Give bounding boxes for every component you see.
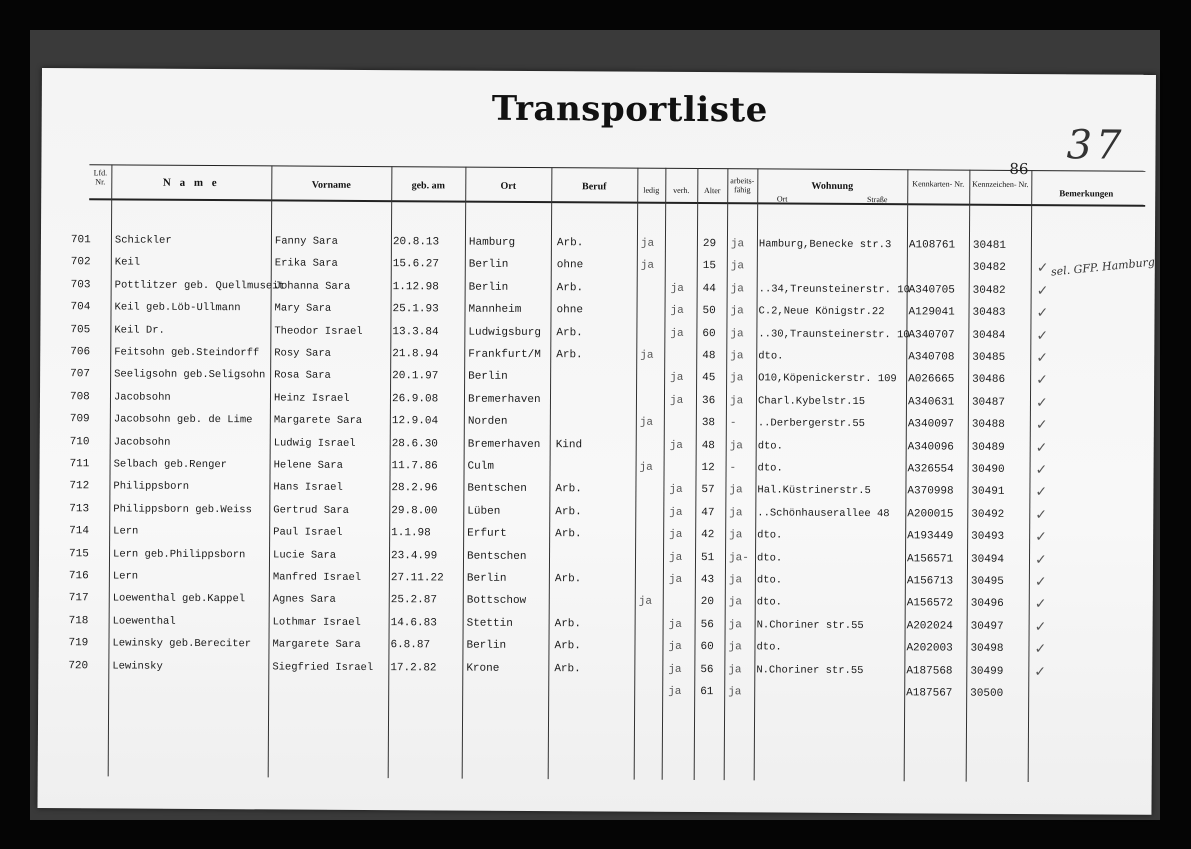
col-header-wohnung-strasse: Straße [866, 195, 888, 205]
row-able-to-work: ja [728, 641, 742, 654]
row-vorname: Lucie Sara [272, 549, 337, 562]
row-married: ja [668, 551, 683, 564]
row-birthplace: Berlin [468, 370, 508, 384]
row-birthplace: Bremerhaven [467, 438, 541, 451]
row-age: 60 [702, 327, 716, 340]
row-mark-number: 30482 [972, 284, 1006, 297]
row-age: 57 [701, 484, 715, 497]
row-mark-number: 30488 [971, 418, 1005, 432]
row-able-to-work: - [729, 417, 737, 430]
row-number: 705 [70, 323, 91, 336]
row-married: ja [668, 663, 682, 676]
row-mark-number: 30500 [970, 687, 1004, 700]
row-number: 712 [69, 480, 90, 493]
row-name: Lern geb.Philippsborn [112, 548, 246, 561]
row-mark-number: 30490 [971, 463, 1005, 476]
row-married: ja [669, 506, 683, 519]
row-mark-number: 30486 [972, 374, 1006, 387]
row-birthdate: 29.8.00 [391, 504, 438, 518]
checkmark-icon: ✓ [1034, 641, 1047, 658]
row-name: Keil Dr. [114, 324, 165, 337]
row-single: ja [640, 237, 655, 250]
row-able-to-work: ja [728, 574, 743, 587]
row-number: 710 [69, 435, 90, 448]
row-id-card-number: A340631 [907, 396, 955, 409]
row-vorname: Mary Sara [274, 302, 332, 315]
row-birthdate: 1.1.98 [391, 527, 431, 540]
col-header-kennzeichen: Kennzeichen- Nr. [972, 179, 1029, 190]
row-birthplace: Culm [467, 460, 495, 473]
row-able-to-work: ja [728, 663, 742, 676]
row-vorname: Manfred Israel [272, 571, 362, 584]
row-able-to-work: ja [728, 686, 742, 699]
row-occupation: Arb. [555, 528, 582, 541]
row-mark-number: 30484 [972, 329, 1006, 342]
row-residence: ..30,Traunsteinerstr. 10 [758, 327, 910, 341]
col-header-wohnung-ort: Ort [776, 194, 788, 204]
header-top-rule [89, 164, 1145, 171]
row-vorname: Agnes Sara [272, 593, 336, 607]
row-number: 711 [69, 458, 90, 471]
row-able-to-work: ja [729, 529, 743, 542]
row-able-to-work: ja [728, 596, 742, 609]
row-number: 703 [70, 278, 91, 292]
row-vorname: Rosy Sara [274, 347, 332, 360]
row-married: ja [669, 529, 683, 542]
col-header-arbeitsfaehig: arbeits- fähig [730, 176, 755, 195]
row-age: 43 [700, 574, 715, 587]
checkmark-icon: ✓ [1035, 394, 1048, 411]
row-mark-number: 30487 [971, 396, 1006, 409]
row-age: 48 [702, 350, 716, 363]
row-occupation: Arb. [556, 349, 583, 362]
row-occupation: Arb. [556, 237, 584, 250]
row-single: ja [640, 349, 654, 362]
row-birthdate: 28.2.96 [391, 482, 438, 495]
row-name: Philippsborn geb.Weiss [113, 503, 252, 517]
checkmark-icon: ✓ [1035, 439, 1048, 456]
row-age: 38 [701, 417, 716, 430]
row-name: Schickler [114, 234, 172, 247]
row-birthdate: 21.8.94 [392, 348, 439, 361]
row-birthplace: Bottschow [466, 594, 527, 608]
row-married: ja [668, 573, 683, 586]
row-name: Lewinsky geb.Bereciter [112, 637, 252, 651]
handwritten-page-number: 37 [1066, 122, 1126, 169]
col-rule [694, 168, 699, 780]
row-vorname: Heinz Israel [273, 392, 350, 405]
header-bottom-rule [89, 198, 1145, 206]
row-married: ja [668, 618, 682, 631]
checkmark-icon: ✓ [1034, 574, 1047, 591]
row-number: 706 [70, 346, 91, 359]
row-single: ja [639, 416, 654, 429]
row-birthplace: Berlin [468, 259, 509, 272]
row-mark-number: 30482 [972, 262, 1006, 275]
row-birthdate: 23.4.99 [390, 549, 438, 563]
row-birthplace: Erfurt [467, 527, 507, 541]
row-name: Philippsborn [113, 480, 190, 494]
row-residence: O10,Köpenickerstr. 109 [758, 372, 897, 386]
checkmark-icon: ✓ [1036, 327, 1049, 344]
row-birthplace: Stettin [466, 617, 513, 630]
row-vorname: Paul Israel [273, 526, 343, 540]
row-id-card-number: A187568 [906, 664, 953, 678]
row-vorname: Margarete Sara [273, 414, 363, 428]
row-id-card-number: A200015 [907, 508, 954, 521]
col-header-wohnung: Wohnung [811, 180, 854, 192]
row-able-to-work: - [729, 462, 737, 475]
row-age: 56 [700, 663, 714, 676]
row-number: 701 [70, 234, 91, 247]
row-residence: C.2,Neue Königstr.22 [758, 305, 885, 319]
row-vorname: Margarete Sara [272, 638, 361, 652]
row-number: 720 [68, 659, 89, 672]
row-mark-number: 30493 [971, 530, 1005, 544]
col-rule [108, 164, 113, 776]
row-residence: dto. [757, 439, 783, 453]
col-header-ledig: ledig [643, 185, 660, 195]
checkmark-icon: ✓ [1036, 305, 1049, 322]
row-birthplace: Frankfurt/M [468, 348, 541, 362]
row-residence: dto. [758, 350, 784, 363]
row-occupation: Arb. [556, 281, 584, 295]
row-vorname: Siegfried Israel [272, 661, 374, 674]
row-vorname: Erika Sara [274, 257, 338, 271]
row-mark-number: 30481 [972, 239, 1006, 252]
row-number: 709 [69, 413, 90, 426]
row-name: Pottlitzer geb. Quellmuseit [114, 279, 285, 293]
checkmark-icon: ✓ [1035, 506, 1048, 523]
col-header-name: N a m e [162, 176, 220, 190]
row-birthplace: Bentschen [467, 482, 527, 496]
col-header-verh: verh. [673, 185, 690, 195]
row-married: ja [669, 394, 684, 407]
row-married: ja [670, 372, 684, 385]
row-birthdate: 14.6.83 [390, 616, 437, 630]
row-occupation: Kind [555, 438, 583, 451]
row-able-to-work: ja [728, 619, 742, 632]
row-residence: ..Derbergerstr.55 [757, 417, 866, 431]
row-mark-number: 30494 [970, 553, 1005, 566]
row-able-to-work: ja [729, 395, 744, 408]
row-mark-number: 30491 [971, 486, 1005, 499]
row-birthdate: 26.9.08 [391, 392, 439, 406]
row-name: Lern [113, 525, 139, 538]
row-residence: Charl.Kybelstr.15 [757, 395, 866, 408]
row-birthdate: 25.1.93 [392, 303, 439, 316]
row-vorname: Lothmar Israel [272, 616, 361, 629]
row-birthdate: 27.11.22 [390, 572, 444, 585]
row-age: 45 [702, 372, 716, 385]
row-mark-number: 30489 [971, 441, 1005, 454]
row-mark-number: 30498 [970, 642, 1004, 656]
row-residence: dto. [757, 462, 783, 475]
row-residence: N.Choriner str.55 [756, 619, 864, 632]
row-age: 12 [701, 462, 715, 475]
row-name: Selbach geb.Renger [113, 458, 228, 472]
row-birthdate: 15.6.27 [392, 258, 440, 271]
row-id-card-number: A340707 [908, 328, 955, 342]
row-able-to-work: ja [730, 372, 744, 385]
row-number: 714 [69, 525, 90, 538]
col-rule [548, 167, 553, 779]
checkmark-icon: ✓ [1034, 618, 1047, 635]
col-header-geb: geb. am [411, 180, 445, 192]
margin-handwritten-note: sel. GFP. Hamburg [1050, 255, 1156, 279]
row-id-card-number: A326554 [907, 463, 954, 476]
row-residence: dto. [756, 551, 783, 565]
row-name: Jacobsohn [113, 391, 171, 404]
row-number: 713 [69, 502, 90, 516]
row-vorname: Theodor Israel [274, 325, 363, 338]
row-married: ja [670, 282, 684, 295]
row-vorname: Helene Sara [273, 459, 343, 472]
row-residence: N.Choriner str.55 [756, 663, 864, 677]
row-id-card-number: A156713 [906, 575, 954, 588]
col-rule [268, 165, 273, 777]
row-age: 20 [700, 596, 714, 609]
row-mark-number: 30495 [970, 575, 1004, 588]
row-name: Lewinsky [112, 660, 163, 673]
row-name: Keil geb.Löb-Ullmann [114, 301, 241, 315]
row-married: ja [669, 439, 683, 452]
col-header-beruf: Beruf [582, 181, 607, 193]
row-name: Keil [114, 256, 141, 269]
checkmark-icon: ✓ [1036, 372, 1048, 389]
row-able-to-work: ja [730, 238, 745, 251]
row-vorname: Rosa Sara [274, 369, 331, 383]
checkmark-icon: ✓ [1035, 417, 1048, 434]
row-birthplace: Ludwigsburg [468, 326, 542, 339]
row-married: ja [670, 305, 684, 318]
checkmark-icon: ✓ [1036, 260, 1049, 277]
row-name: Lern [112, 570, 139, 583]
row-id-card-number: A026665 [908, 373, 955, 386]
row-id-card-number: A340097 [907, 418, 955, 431]
row-married: ja [668, 685, 682, 698]
row-residence: ..Schönhauserallee 48 [757, 507, 890, 520]
row-id-card-number: A108761 [908, 239, 956, 252]
row-birthplace: Hamburg [468, 236, 516, 249]
row-age: 42 [701, 529, 715, 542]
col-rule [634, 168, 639, 780]
row-birthdate: 17.2.82 [390, 661, 437, 675]
col-header-alter: Alter [704, 186, 721, 196]
row-vorname: Ludwig Israel [273, 437, 356, 450]
row-id-card-number: A202024 [906, 620, 953, 633]
row-birthplace: Norden [467, 415, 508, 429]
row-age: 51 [700, 551, 715, 564]
row-birthplace: Bentschen [466, 550, 527, 563]
row-number: 707 [70, 368, 90, 381]
row-age: 36 [701, 394, 716, 407]
row-id-card-number: A156572 [906, 597, 953, 610]
row-residence: dto. [757, 529, 783, 542]
row-number: 704 [70, 301, 91, 314]
row-id-card-number: A340705 [908, 284, 955, 297]
row-number: 708 [69, 390, 90, 404]
row-id-card-number: A370998 [907, 485, 954, 498]
col-header-vorname: Vorname [311, 179, 351, 191]
col-rule [662, 168, 667, 780]
row-occupation: Arb. [554, 640, 581, 653]
row-occupation: ohne [556, 304, 583, 317]
row-birthdate: 28.6.30 [391, 437, 438, 451]
row-birthdate: 25.2.87 [390, 594, 438, 607]
checkmark-icon: ✓ [1035, 462, 1048, 479]
row-mark-number: 30497 [970, 620, 1004, 633]
col-header-ort: Ort [500, 180, 517, 192]
row-name: Loewenthal [112, 615, 176, 628]
checkmark-icon: ✓ [1034, 663, 1047, 680]
page-number: 86 [1009, 159, 1029, 179]
col-header-kennkarten: Kennkarten- Nr. [912, 179, 965, 189]
row-residence: dto. [756, 641, 782, 654]
row-vorname: Hans Israel [273, 481, 343, 495]
row-mark-number: 30492 [971, 508, 1005, 521]
row-residence: Hamburg,Benecke str.3 [758, 238, 892, 252]
row-mark-number: 30496 [970, 598, 1004, 611]
row-able-to-work: ja [729, 484, 743, 497]
row-age: 15 [702, 260, 717, 273]
row-number: 716 [68, 570, 89, 583]
transport-list-sheet [37, 68, 1155, 815]
row-number: 718 [68, 614, 89, 628]
row-birthplace: Mannheim [468, 303, 522, 317]
row-residence: dto. [756, 574, 783, 587]
row-age: 56 [700, 618, 714, 631]
row-name: Loewenthal geb.Kappel [112, 592, 246, 606]
row-id-card-number: A202003 [906, 642, 953, 655]
checkmark-icon: ✓ [1034, 551, 1047, 568]
row-age: 44 [702, 282, 716, 295]
col-header-lfd: Lfd. Nr. [93, 168, 108, 187]
row-mark-number: 30483 [972, 306, 1006, 320]
col-rule [1028, 170, 1033, 782]
row-age: 48 [701, 439, 715, 452]
row-age: 29 [702, 238, 717, 251]
row-age: 50 [702, 305, 716, 318]
row-birthdate: 6.8.87 [390, 639, 431, 652]
row-married: ja [668, 641, 682, 654]
row-married: ja [669, 484, 683, 497]
row-residence: Hal.Küstrinerstr.5 [757, 484, 871, 498]
row-birthplace: Lüben [467, 505, 501, 518]
row-able-to-work: ja [730, 283, 744, 296]
row-occupation: Arb. [554, 573, 582, 586]
row-birthplace: Bremerhaven [467, 393, 541, 406]
checkmark-icon: ✓ [1035, 529, 1047, 546]
row-birthdate: 20.1.97 [392, 370, 439, 383]
row-mark-number: 30499 [970, 665, 1004, 678]
row-occupation: Arb. [556, 326, 583, 339]
row-name: Jacobsohn geb. de Lime [113, 413, 253, 427]
row-name: Seeligsohn geb.Seligsohn [114, 368, 266, 382]
row-able-to-work: ja- [728, 551, 749, 564]
row-birthdate: 13.3.84 [392, 325, 439, 339]
row-name: Feitsohn geb.Steindorff [114, 346, 260, 360]
row-age: 47 [701, 506, 715, 519]
col-rule [462, 167, 467, 779]
row-able-to-work: ja [730, 260, 745, 273]
row-number: 702 [70, 256, 91, 269]
row-married: ja [670, 327, 684, 340]
row-number: 719 [68, 637, 89, 650]
col-header-bemerkungen: Bemerkungen [1059, 188, 1114, 199]
row-vorname: Johanna Sara [274, 280, 351, 293]
row-age: 60 [700, 641, 714, 654]
row-birthdate: 12.9.04 [391, 415, 439, 428]
checkmark-icon: ✓ [1036, 350, 1049, 367]
row-residence: ..34,Treunsteinerstr. 10 [758, 283, 910, 297]
row-birthplace: Berlin [466, 572, 507, 585]
row-id-card-number: A340096 [907, 440, 954, 454]
row-birthplace: Berlin [468, 281, 509, 294]
row-able-to-work: ja [729, 507, 743, 520]
row-residence: dto. [756, 596, 783, 609]
row-occupation: Arb. [555, 505, 582, 519]
checkmark-icon: ✓ [1035, 484, 1048, 501]
document-title: Transportliste [491, 88, 768, 131]
row-id-card-number: A193449 [907, 530, 954, 543]
row-id-card-number: A340708 [908, 351, 955, 364]
row-id-card-number: A156571 [906, 552, 954, 566]
row-id-card-number: A187567 [906, 687, 953, 700]
row-single: ja [638, 596, 652, 609]
row-age: 61 [700, 686, 714, 699]
row-birthdate: 20.8.13 [392, 236, 440, 249]
row-able-to-work: ja [729, 439, 743, 452]
row-birthdate: 11.7.86 [391, 460, 438, 473]
row-able-to-work: ja [730, 305, 744, 318]
row-vorname: Fanny Sara [274, 235, 338, 248]
row-birthdate: 1.12.98 [392, 280, 439, 294]
checkmark-icon: ✓ [1034, 596, 1047, 613]
row-birthplace: Krone [466, 662, 500, 675]
row-occupation: ohne [556, 259, 584, 272]
row-mark-number: 30485 [972, 351, 1006, 364]
row-occupation: Arb. [554, 662, 581, 675]
row-number: 715 [68, 547, 89, 560]
row-occupation: Arb. [555, 483, 582, 496]
checkmark-icon: ✓ [1036, 282, 1049, 299]
row-occupation: Arb. [554, 617, 582, 631]
row-id-card-number: A129041 [908, 306, 955, 319]
row-birthplace: Berlin [466, 639, 507, 653]
row-name: Jacobsohn [113, 436, 171, 449]
row-number: 717 [68, 592, 89, 605]
row-able-to-work: ja [730, 327, 744, 340]
row-vorname: Gertrud Sara [273, 504, 349, 517]
row-able-to-work: ja [730, 350, 744, 363]
row-single: ja [640, 260, 655, 273]
row-single: ja [639, 461, 653, 474]
